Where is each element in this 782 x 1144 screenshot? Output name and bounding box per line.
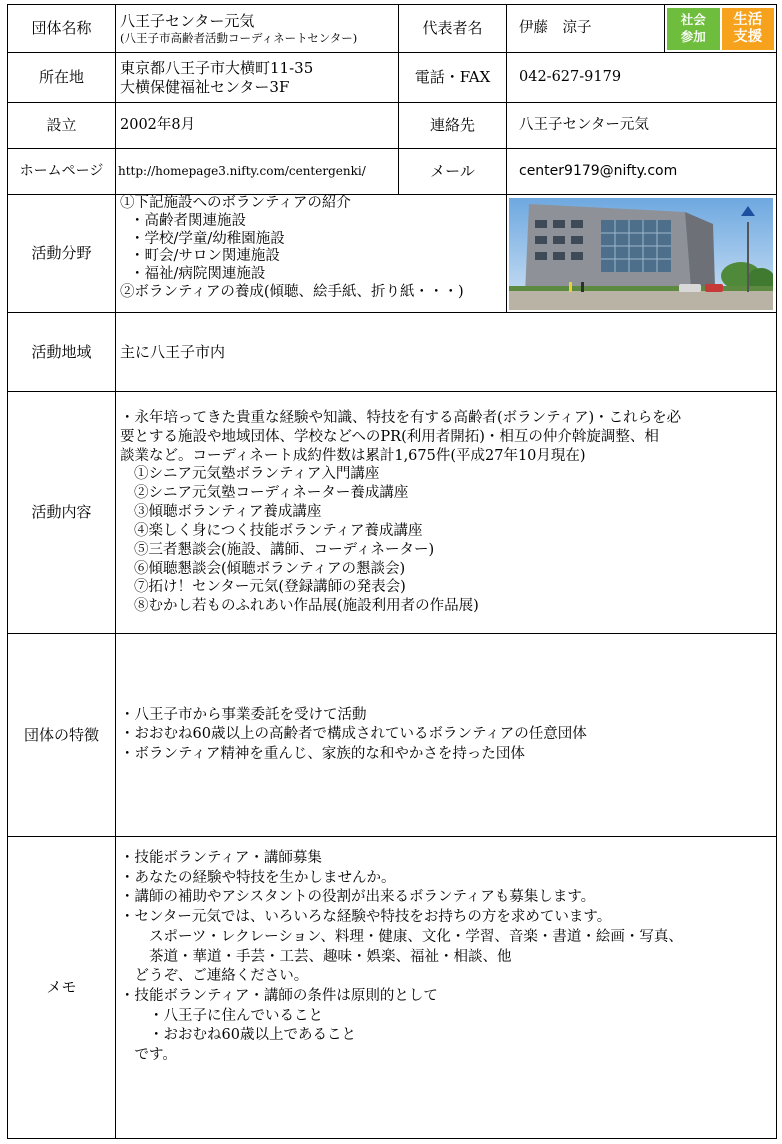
area-label: 活動地域 <box>8 313 116 392</box>
content-item-1: ①シニア元気塾ボランティア入門講座 <box>134 466 380 483</box>
content-intro-3: 談業など。コーディネート成約件数は累計1,675件(平成27年10月現在) <box>120 447 586 464</box>
phone-label: 電話・FAX <box>399 53 507 103</box>
memo-label: メモ <box>8 837 116 1139</box>
area-value: 主に八王子市内 <box>116 313 777 392</box>
profile-table <box>7 4 777 1139</box>
address-label: 所在地 <box>8 53 116 103</box>
memo-line-7: どうぞ、ご連絡ください。 <box>120 968 309 985</box>
org-name: 八王子センター元気 <box>120 11 255 30</box>
content-item-2: ②シニア元気塾コーディネーター養成講座 <box>134 485 409 502</box>
address-line-1: 東京都八王子市大横町11-35 <box>120 58 314 77</box>
badge-life-support <box>722 8 775 50</box>
field-label: 活動分野 <box>8 195 116 313</box>
content-label: 活動内容 <box>8 392 116 634</box>
contact-label: 連絡先 <box>399 103 507 149</box>
memo-line-4: ・センター元気では、いろいろな経験や特技をお持ちの方を求めています。 <box>120 909 612 926</box>
memo-line-5: スポーツ・レクレーション、料理・健康、文化・学習、音楽・書道・絵画・写真、 <box>120 928 683 945</box>
memo-line-6: 茶道・華道・手芸・工芸、趣味・娯楽、福祉・相談、他 <box>120 948 512 965</box>
row-web <box>8 149 777 195</box>
content-cell <box>116 392 777 634</box>
features-line-3: ・ボランティア精神を重んじ、家族的な和やかさを持った団体 <box>120 745 525 762</box>
founded-label: 設立 <box>8 103 116 149</box>
features-line-2: ・おおむね60歳以上の高齢者で構成されているボランティアの任意団体 <box>120 726 587 743</box>
features-line-1: ・八王子市から事業委託を受けて活動 <box>120 706 367 723</box>
memo-line-8: ・技能ボランティア・講師の条件は原則的として <box>120 988 438 1005</box>
mail-label: メール <box>399 149 507 195</box>
row-features <box>8 634 777 837</box>
homepage-url[interactable]: http://homepage3.nifty.com/centergenki/ <box>116 149 399 195</box>
phone-value: 042-627-9179 <box>507 53 777 103</box>
badge-life-text: 生活支援 <box>733 11 763 45</box>
address-cell <box>116 53 399 103</box>
row-field <box>8 195 777 313</box>
rep-name: 伊藤 涼子 <box>507 5 665 53</box>
mail-value[interactable]: center9179@nifty.com <box>507 149 777 195</box>
field-content <box>116 195 507 313</box>
row-content <box>8 392 777 634</box>
content-item-5: ⑤三者懇談会(施設、講師、コーディネーター) <box>134 541 435 558</box>
content-item-7: ⑦拓け！センター元気(登録講師の発表会) <box>134 579 406 596</box>
row-memo <box>8 837 777 1139</box>
memo-line-2: ・あなたの経験や特技を生かしませんか。 <box>120 869 396 886</box>
field-line-2: ・高齢者関連施設 <box>130 212 246 229</box>
content-intro-2: 要とする施設や地域団体、学校などへのPR(利用者開拓)・相互の仲介斡旋調整、相 <box>120 428 659 445</box>
memo-line-9: ・八王子に住んでいること <box>120 1007 323 1024</box>
badge-social-participation <box>667 8 720 50</box>
badge-cell <box>665 5 777 53</box>
content-item-3: ③傾聴ボランティア養成講座 <box>134 504 322 521</box>
content-intro-1: ・永年培ってきた貴重な経験や知識、特技を有する高齢者(ボランティア)・これらを必 <box>120 409 682 426</box>
address-line-2: 大横保健福祉センター3F <box>120 77 290 96</box>
homepage-label: ホームページ <box>8 149 116 195</box>
field-line-3: ・学校/学童/幼稚園施設 <box>130 230 285 247</box>
memo-line-11: です。 <box>120 1047 177 1064</box>
contact-value: 八王子センター元気 <box>507 103 777 149</box>
field-line-1: ①下記施設へのボランティアの紹介 <box>120 195 351 211</box>
memo-line-3: ・講師の補助やアシスタントの役割が出来るボランティアも募集します。 <box>120 889 596 906</box>
content-item-8: ⑧むかし若ものふれあい作品展(施設利用者の作品展) <box>134 598 479 615</box>
org-name-cell <box>116 5 399 53</box>
memo-cell <box>116 837 777 1139</box>
field-line-4: ・町会/サロン関連施設 <box>130 248 280 265</box>
content-item-4: ④楽しく身につく技能ボランティア養成講座 <box>134 522 423 539</box>
features-cell <box>116 634 777 837</box>
row-area <box>8 313 777 392</box>
content-item-6: ⑥傾聴懇談会(傾聴ボランティアの懇談会) <box>134 560 406 577</box>
field-line-5: ・福祉/病院関連施設 <box>130 266 266 283</box>
rep-label: 代表者名 <box>399 5 507 53</box>
features-label: 団体の特徴 <box>8 634 116 837</box>
row-address <box>8 53 777 103</box>
badge-social-text: 社会参加 <box>680 12 706 44</box>
founded-value: 2002年8月 <box>116 103 399 149</box>
building-photo-cell <box>507 195 777 313</box>
building-photo <box>509 198 773 310</box>
memo-line-10: ・おおむね60歳以上であること <box>120 1027 356 1044</box>
field-line-6: ②ボランティアの養成(傾聴、絵手紙、折り紙・・・) <box>120 284 464 301</box>
org-profile-sheet <box>7 4 776 1139</box>
row-name <box>8 5 777 53</box>
org-name-sub: (八王子市高齢者活動コーディネートセンター) <box>120 30 358 45</box>
row-founded <box>8 103 777 149</box>
org-name-label: 団体名称 <box>8 5 116 53</box>
memo-line-1: ・技能ボランティア・講師募集 <box>120 850 322 866</box>
